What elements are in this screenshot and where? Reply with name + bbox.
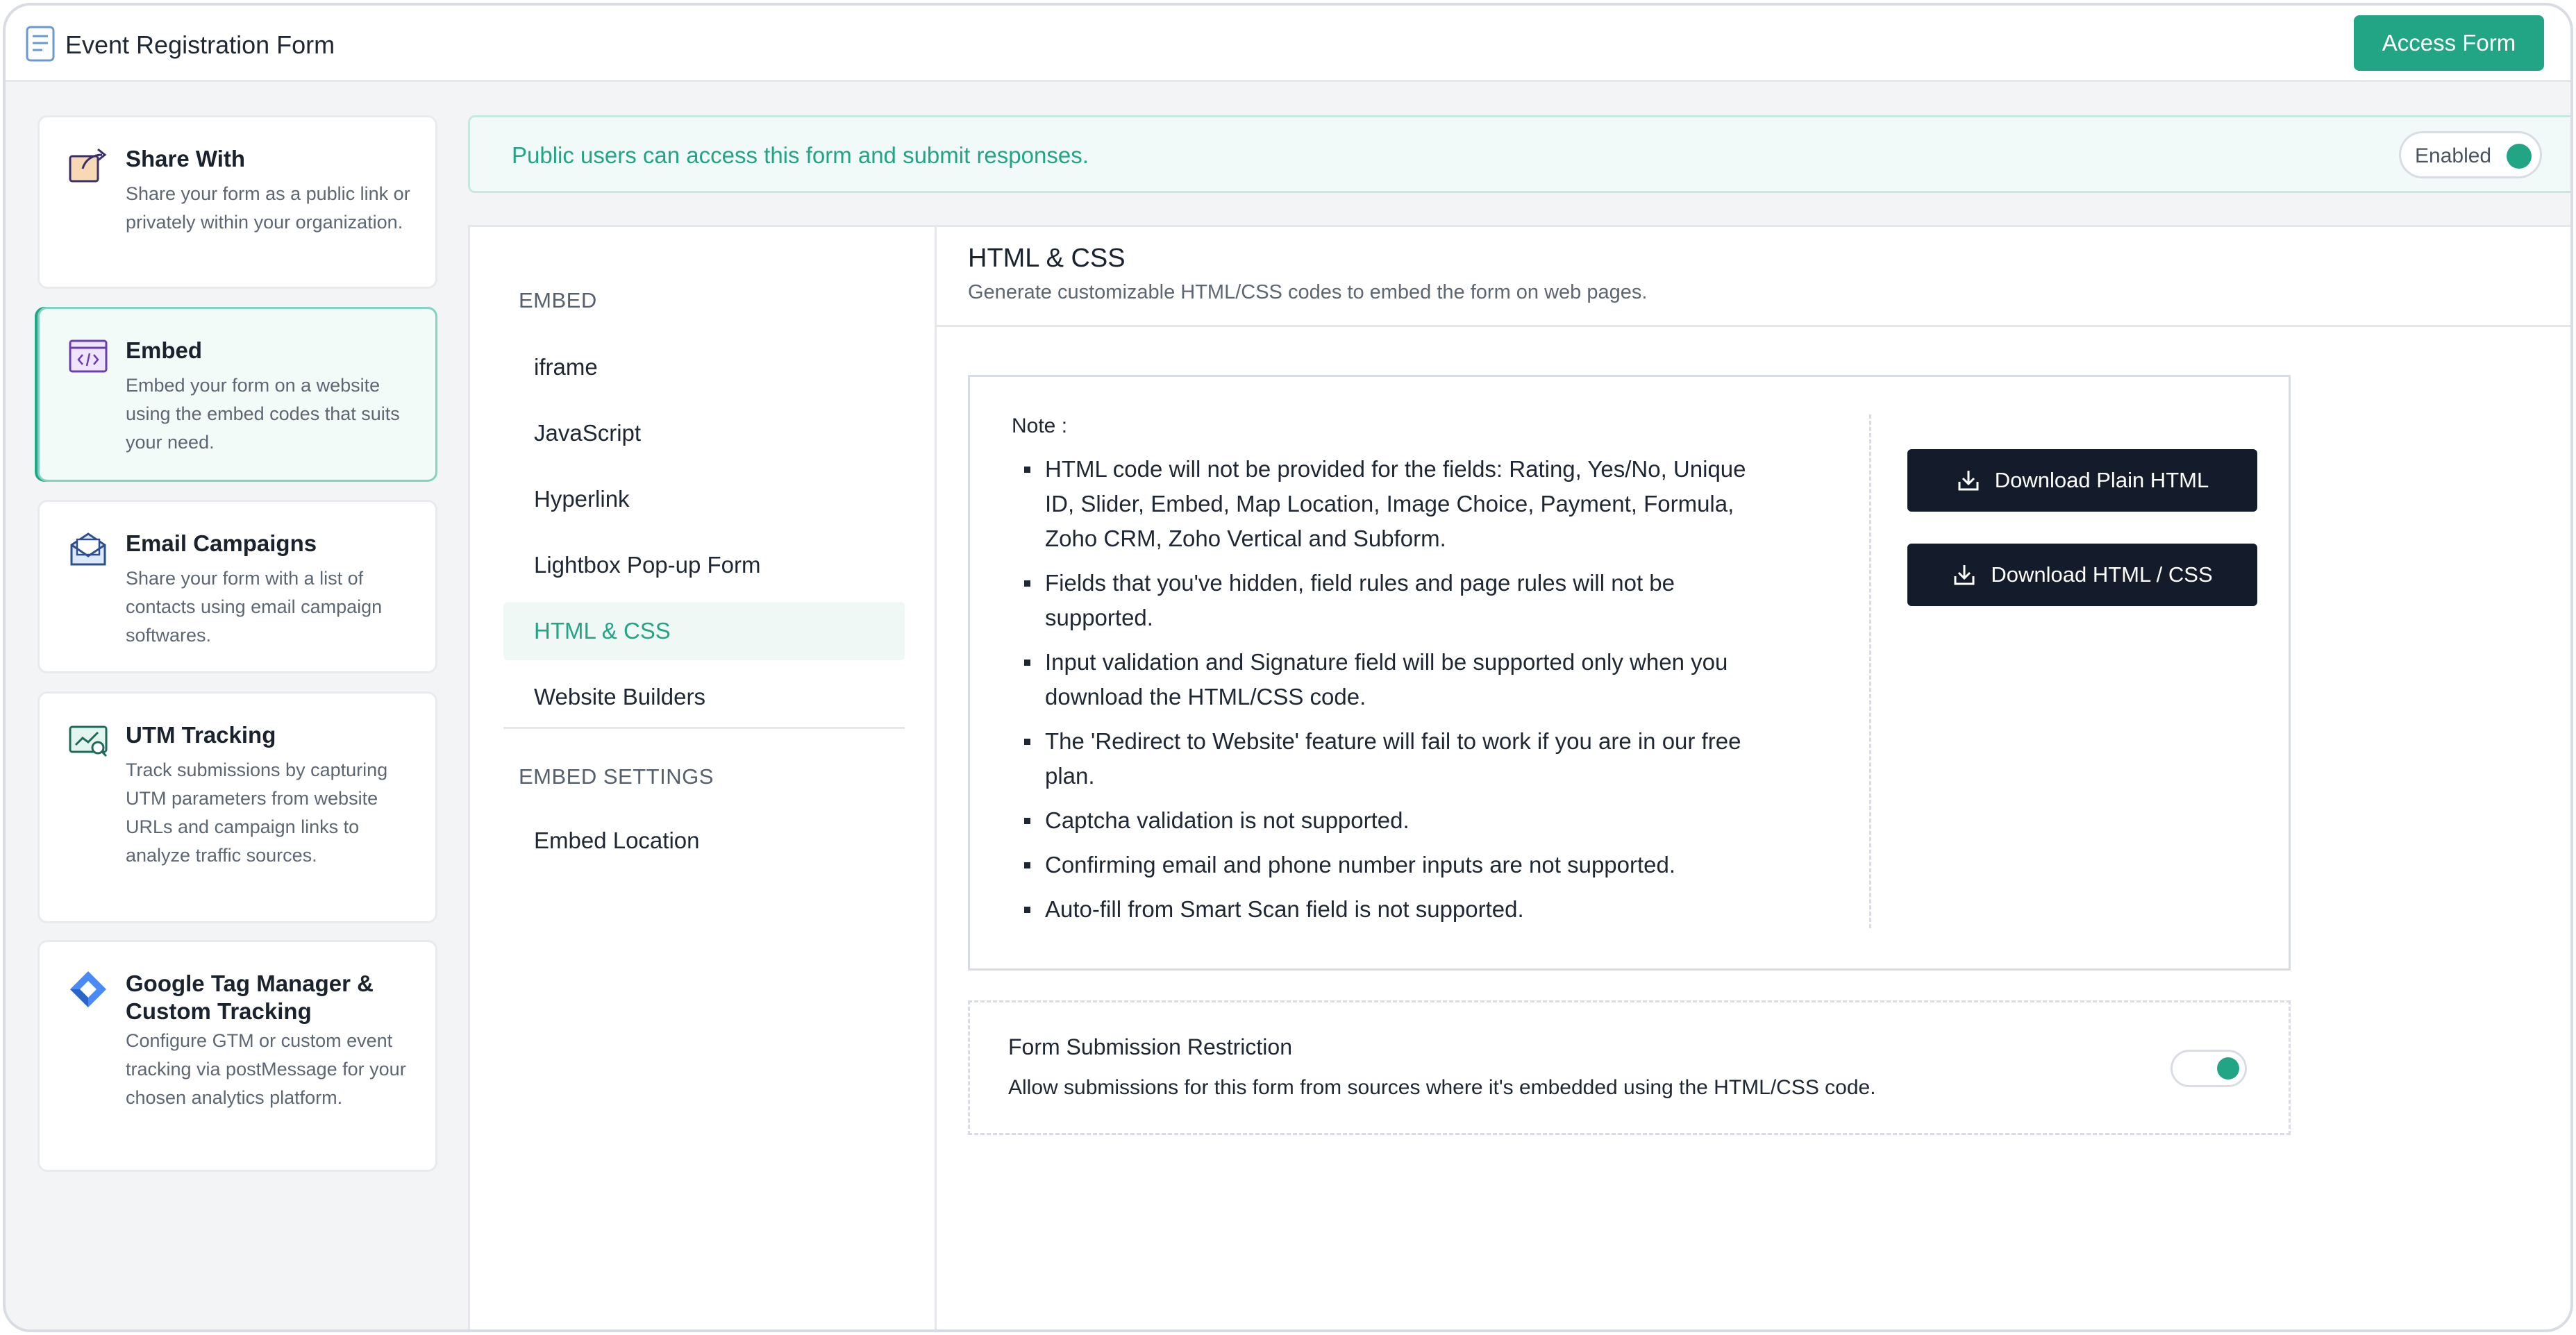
note-list: [1045, 452, 1767, 937]
access-form-button[interactable]: Access Form: [2354, 15, 2544, 71]
card-email-campaigns[interactable]: [37, 500, 437, 673]
email-campaign-icon: [67, 530, 109, 569]
card-title: UTM Tracking: [126, 722, 276, 748]
subnav-divider: [503, 727, 905, 729]
note-item: The 'Redirect to Website' feature will fail to work if you are in our free plan.: [1045, 724, 1767, 794]
embed-settings-heading: EMBED SETTINGS: [519, 764, 714, 789]
card-description: Share your form with a list of contacts using email campaign softwares.: [126, 568, 383, 646]
toggle-knob: [2217, 1057, 2239, 1080]
card-google-tag-manager[interactable]: [37, 940, 437, 1172]
toggle-on-indicator: [2507, 144, 2532, 169]
card-title: Embed: [126, 337, 203, 363]
embed-subnav: [470, 227, 937, 1332]
app-window: [3, 3, 2573, 1332]
html-css-content: [937, 227, 2573, 1332]
note-item: Fields that you've hidden, field rules and page rules will not be supported.: [1045, 566, 1767, 635]
note-separator: [1869, 414, 1871, 928]
download-plain-html-label: Download Plain HTML: [1994, 468, 2209, 492]
public-access-toggle[interactable]: [2399, 131, 2542, 178]
form-submission-restriction: [968, 1000, 2291, 1135]
note-item: Confirming email and phone number inputs are not supported.: [1045, 848, 1767, 882]
public-access-banner: [468, 115, 2573, 193]
card-title: Google Tag Manager & Custom Tracking: [126, 971, 374, 1024]
card-description: Share your form as a public link or privately within your organization.: [126, 183, 410, 233]
card-share-with[interactable]: [37, 115, 437, 289]
subnav-item-javascript[interactable]: JavaScript: [534, 420, 642, 446]
subnav-item-lightbox[interactable]: Lightbox Pop-up Form: [534, 552, 761, 578]
download-plain-html-button[interactable]: [1907, 449, 2257, 512]
note-item: HTML code will not be provided for the fields: Rating, Yes/No, Unique ID, Slider, Embed, Map Location, Image Choice, Payment, Formula, Zoho CRM, Zoho Vertical and Subform.: [1045, 452, 1767, 556]
download-html-css-button[interactable]: [1907, 544, 2257, 606]
card-description: Track submissions by capturing UTM parameters from website URLs and campaign links to analyze traffic sources.: [126, 759, 388, 866]
card-embed[interactable]: [37, 307, 437, 482]
gtm-diamond-icon: [67, 970, 109, 1009]
code-window-icon: [67, 337, 109, 376]
card-title: Email Campaigns: [126, 530, 317, 556]
restriction-title: Form Submission Restriction: [1008, 1034, 1292, 1059]
subnav-item-embed-location[interactable]: Embed Location: [534, 828, 700, 853]
download-icon: [1956, 468, 1981, 493]
embed-panel: [468, 225, 2573, 1332]
card-description: Embed your form on a website using the embed codes that suits your need.: [126, 375, 400, 453]
note-item: Auto-fill from Smart Scan field is not supported.: [1045, 892, 1767, 927]
download-html-css-label: Download HTML / CSS: [1991, 562, 2213, 587]
note-item: Input validation and Signature field will be supported only when you download the HTML/CSS code.: [1045, 645, 1767, 714]
share-icon: [67, 145, 109, 184]
subnav-item-iframe[interactable]: iframe: [534, 354, 598, 380]
card-title: Share With: [126, 146, 246, 171]
restriction-toggle[interactable]: [2171, 1050, 2247, 1087]
note-box: [968, 375, 2291, 971]
subnav-item-website-builders[interactable]: Website Builders: [534, 684, 706, 710]
subnav-item-hyperlink[interactable]: Hyperlink: [534, 486, 630, 512]
embed-section-heading: EMBED: [519, 288, 597, 312]
analytics-icon: [67, 721, 109, 760]
content-title: HTML & CSS: [968, 244, 1126, 273]
card-utm-tracking[interactable]: [37, 691, 437, 923]
form-document-icon: [25, 25, 56, 62]
banner-text: Public users can access this form and submit responses.: [512, 142, 1089, 168]
top-header: [6, 6, 2570, 82]
form-title: Event Registration Form: [65, 31, 335, 59]
restriction-description: Allow submissions for this form from sources where it's embedded using the HTML/CSS code.: [1008, 1076, 1876, 1099]
toggle-label: Enabled: [2415, 144, 2492, 167]
download-icon: [1952, 562, 1977, 587]
subnav-item-html-css[interactable]: HTML & CSS: [503, 602, 905, 660]
note-item: Captcha validation is not supported.: [1045, 803, 1767, 838]
content-header: [937, 227, 2573, 327]
note-title: Note :: [1012, 414, 1068, 437]
content-subtitle: Generate customizable HTML/CSS codes to embed the form on web pages.: [968, 281, 1648, 303]
card-description: Configure GTM or custom event tracking via postMessage for your chosen analytics platform.: [126, 1030, 406, 1108]
